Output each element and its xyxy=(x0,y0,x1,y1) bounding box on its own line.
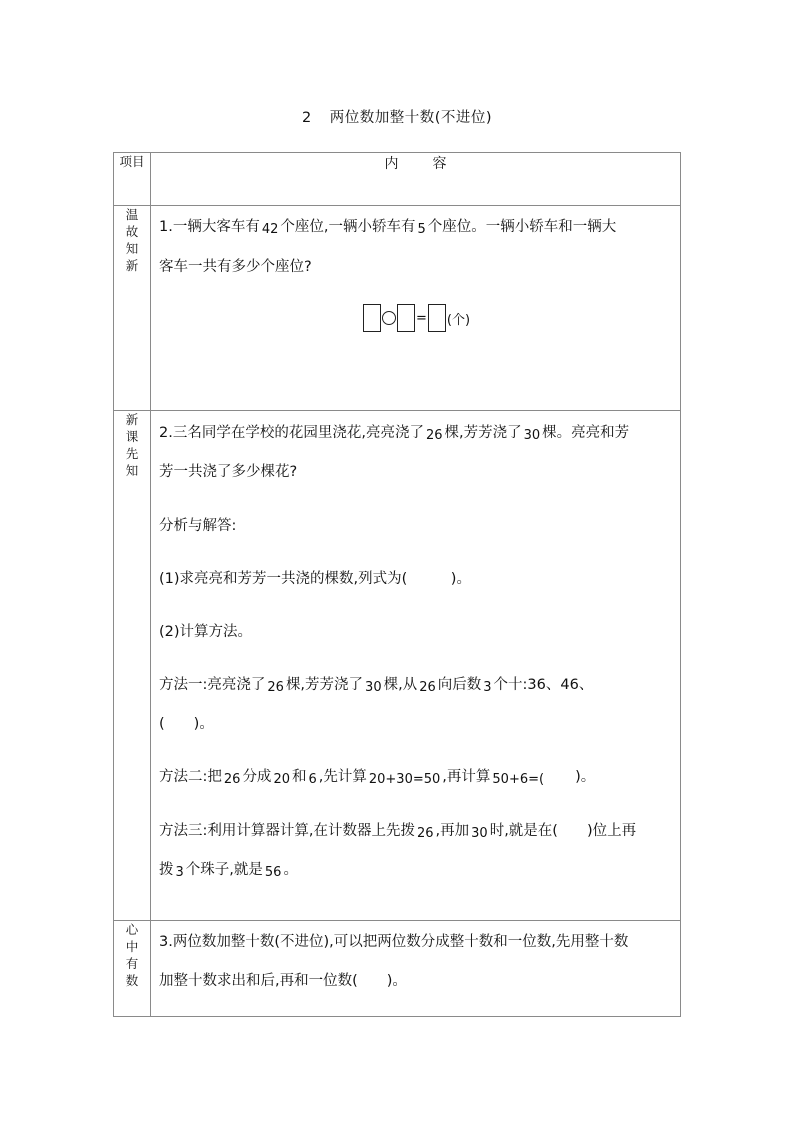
lesson-title: 两位数加整十数(不进位) xyxy=(329,110,493,126)
review-label-cell xyxy=(114,206,151,411)
step2: (2)计算方法。 xyxy=(159,624,253,640)
review-row xyxy=(114,206,681,411)
method1-line1: 方法一:亮亮浇了 26 棵,芳芳浇了 30 棵,从 26 向后数 3 个十:36、46、 xyxy=(159,677,594,695)
worksheet-table xyxy=(113,152,681,1017)
q1-formula xyxy=(159,304,674,332)
summary-row xyxy=(114,921,681,1017)
q2-line1: 2.三名同学在学校的花园里浇花,亮亮浇了 26 棵,芳芳浇了 30 棵。亮亮和芳 xyxy=(159,425,630,443)
summary-label: 心中有数 xyxy=(125,922,139,988)
newlesson-row xyxy=(114,411,681,921)
header-item-label: 项目 xyxy=(119,154,145,169)
page-title xyxy=(0,106,794,127)
summary-label-cell xyxy=(114,921,151,1017)
formula-unit: (个) xyxy=(446,312,471,328)
table-header-row xyxy=(114,153,681,206)
equals-sign: = xyxy=(415,310,427,326)
method1-line2: ( )。 xyxy=(159,716,214,732)
q1-line1: 1.一辆大客车有 42 个座位,一辆小轿车有 5 个座位。一辆小轿车和一辆大 xyxy=(159,219,617,237)
lesson-number: 2 xyxy=(301,110,312,126)
newlesson-label: 新课先知 xyxy=(125,412,139,478)
answer-box-1[interactable] xyxy=(363,304,381,332)
method3-line1: 方法三:利用计算器计算,在计数器上先拨 26 ,再加 30 时,就是在( )位上再 xyxy=(159,823,637,841)
q2-line2: 芳一共浇了多少棵花? xyxy=(159,464,298,480)
header-item-cell xyxy=(114,153,151,206)
analysis-heading: 分析与解答: xyxy=(159,518,237,534)
answer-box-3[interactable] xyxy=(428,304,446,332)
header-content-b: 容 xyxy=(432,156,447,172)
q3-line1: 3.两位数加整十数(不进位),可以把两位数分成整十数和一位数,先用整十数 xyxy=(159,934,629,950)
answer-box-2[interactable] xyxy=(397,304,415,332)
q1-line2: 客车一共有多少个座位? xyxy=(159,259,312,275)
review-content-cell xyxy=(151,206,681,411)
method3-line2: 拨 3 个珠子,就是 56 。 xyxy=(159,862,298,880)
method2-line: 方法二:把 26 分成 20 和 6 ,先计算 20+30=50 ,再计算 50+6=( )。 xyxy=(159,769,596,787)
newlesson-content-cell xyxy=(151,411,681,921)
q3-line2: 加整十数求出和后,再和一位数( )。 xyxy=(159,973,407,989)
review-label: 温故知新 xyxy=(125,207,139,273)
step1: (1)求亮亮和芳芳一共浇的棵数,列式为( )。 xyxy=(159,571,471,587)
header-content-cell xyxy=(151,153,681,206)
header-content-a: 内 xyxy=(384,156,399,172)
operator-circle[interactable] xyxy=(382,311,396,325)
newlesson-label-cell xyxy=(114,411,151,921)
summary-content-cell xyxy=(151,921,681,1017)
